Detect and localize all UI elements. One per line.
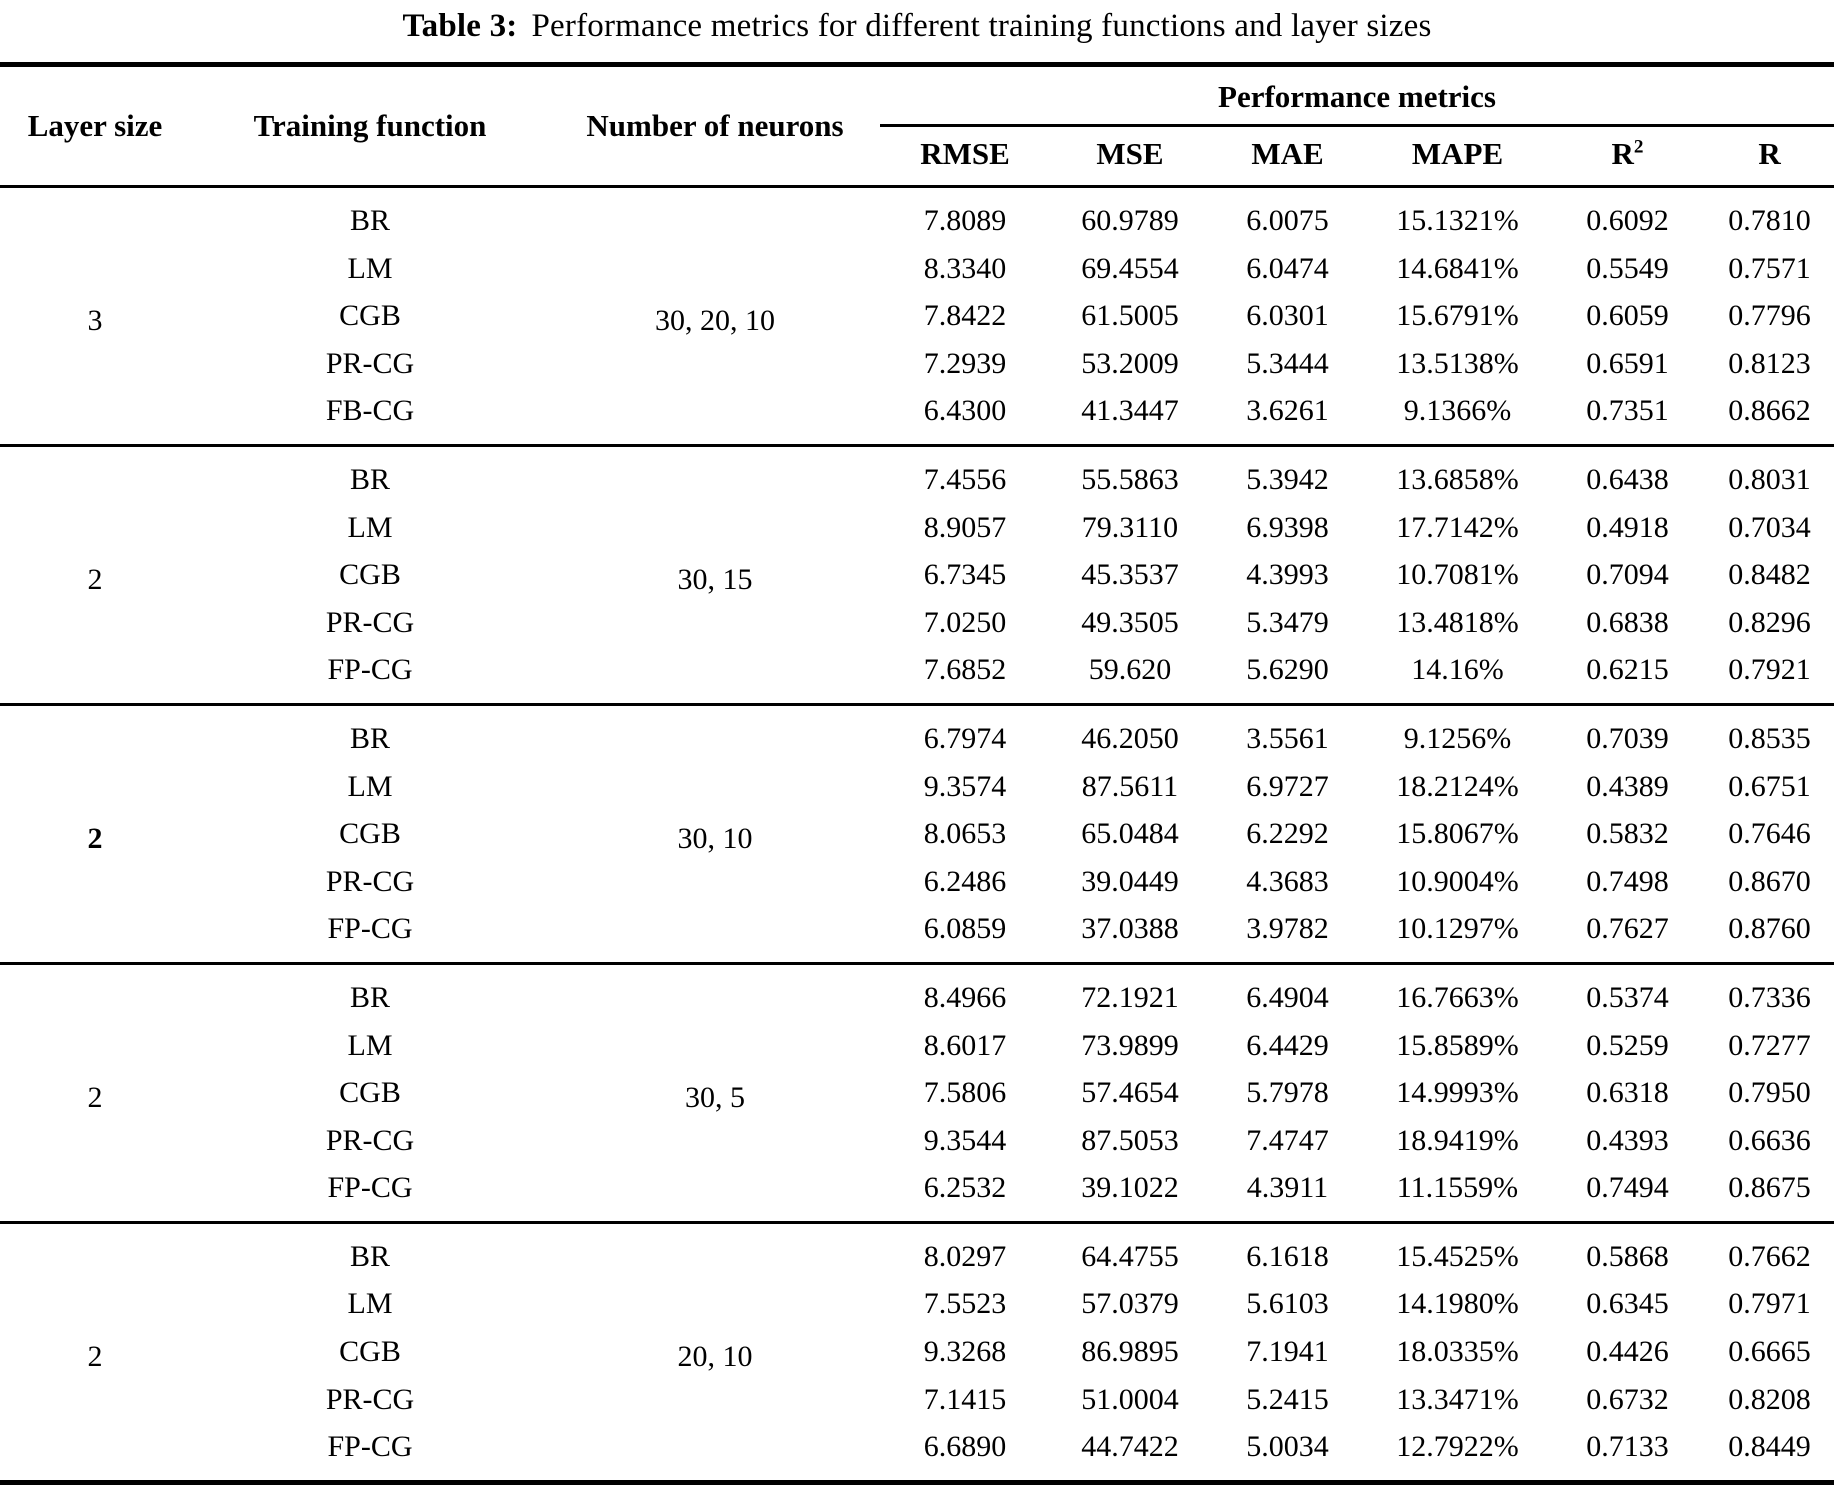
metric-value-r2: 0.7494 [1586,1171,1669,1205]
metric-value-rmse: 8.4966 [923,980,1007,1014]
metric-value-r: 0.7971 [1728,1287,1811,1321]
metric-value-r: 0.6636 [1728,1123,1811,1157]
metric-value-r: 0.7571 [1728,251,1811,285]
metric-value-r2: 0.4426 [1586,1335,1669,1369]
table-row [0,905,1834,963]
metric-value-mse: 87.5611 [1081,769,1179,803]
metric-value-rmse: 7.5523 [923,1287,1007,1321]
group-5 [0,1222,1834,1482]
metric-value-mae: 5.6103 [1246,1287,1329,1321]
metric-value-r2: 0.6732 [1586,1382,1669,1416]
metric-value-mse: 51.0004 [1081,1382,1179,1416]
metric-header-mse: MSE [1096,136,1164,171]
metric-value-rmse: 8.6017 [923,1028,1007,1062]
table-row [0,340,1834,388]
metric-value-r: 0.7277 [1728,1028,1811,1062]
metric-value-rmse: 7.4556 [923,462,1007,496]
metric-value-rmse: 6.2532 [923,1171,1007,1205]
metric-value-rmse: 9.3574 [923,769,1007,803]
metric-value-mse: 39.1022 [1081,1171,1179,1205]
metric-value-rmse: 6.2486 [923,864,1007,898]
table-row [0,599,1834,647]
table-row [0,1376,1834,1424]
table-row [0,292,1834,340]
metric-value-mape: 15.8589% [1396,1028,1519,1062]
table-row [0,187,1834,245]
metric-value-mae: 5.3444 [1246,346,1329,380]
layer-size-cell: 2 [87,1080,103,1114]
metric-value-r2: 0.7133 [1586,1430,1669,1464]
metric-value-r: 0.8123 [1728,346,1811,380]
metric-value-rmse: 8.9057 [923,510,1007,544]
metric-value-mae: 6.4429 [1246,1028,1329,1062]
metric-value-r: 0.7810 [1728,204,1811,237]
metric-value-mape: 13.6858% [1396,462,1519,496]
metric-header-superscript: 2 [1633,136,1644,158]
metric-value-mse: 44.7422 [1081,1430,1179,1464]
metric-value-mape: 13.5138% [1396,346,1519,380]
metric-value-rmse: 7.5806 [923,1076,1007,1110]
training-function-cell: BR [349,462,391,496]
training-function-cell: LM [347,1287,393,1321]
training-function-cell: PR-CG [325,346,415,380]
metric-header-r2: $R^2$ [1611,136,1644,171]
training-function-cell: PR-CG [325,605,415,639]
table-row [0,1164,1834,1222]
metric-value-rmse: 9.3544 [923,1123,1007,1157]
metric-value-mae: 5.0034 [1246,1430,1329,1464]
metric-value-r2: 0.6059 [1586,299,1669,333]
table-row [0,763,1834,811]
layer-size-cell: 3 [87,303,103,337]
training-function-cell: LM [347,1028,393,1062]
metric-value-r: 0.7646 [1728,817,1811,851]
metric-value-rmse: 7.8422 [923,299,1007,333]
metric-value-r: 0.6751 [1728,769,1811,803]
metric-value-mape: 18.2124% [1396,769,1519,803]
table-row [0,810,1834,858]
metric-value-mape: 9.1366% [1403,394,1512,428]
metric-value-r: 0.7950 [1728,1076,1811,1110]
training-function-cell: FP-CG [327,653,413,687]
training-function-cell: LM [347,769,393,803]
header-performance-metrics: Performance metrics [880,65,1834,126]
metric-header-rmse: RMSE [920,136,1010,171]
metric-value-mae: 5.7978 [1246,1076,1329,1110]
training-function-cell: PR-CG [325,1382,415,1416]
header-number-of-neurons: Number of neurons [586,108,844,143]
metric-value-mse: 46.2050 [1081,721,1179,755]
training-function-cell: CGB [339,558,401,592]
training-function-cell: LM [347,510,393,544]
metric-value-mape: 14.6841% [1396,251,1519,285]
metric-value-r2: 0.7498 [1586,864,1669,898]
neurons-cell: 30, 5 [685,1080,745,1114]
table-row [0,1280,1834,1328]
training-function-cell: CGB [339,817,401,851]
metric-value-r: 0.8296 [1728,605,1811,639]
training-function-cell: FP-CG [327,1171,413,1205]
metric-value-mse: 86.9895 [1081,1335,1179,1369]
metric-value-mape: 15.1321% [1396,204,1519,237]
table-row [0,1423,1834,1482]
group-1 [0,187,1834,446]
metric-value-mape: 15.6791% [1396,299,1519,333]
metric-value-mse: 61.5005 [1081,299,1179,333]
metric-value-mape: 14.16% [1411,653,1504,687]
table-row [0,1022,1834,1070]
metrics-table [0,62,1834,1485]
training-function-cell: CGB [339,1076,401,1110]
training-function-cell: FB-CG [325,394,415,428]
neurons-cell: 30, 20, 10 [655,303,775,337]
metric-value-mae: 3.5561 [1246,721,1329,755]
metric-value-r2: 0.7094 [1586,558,1669,592]
metric-value-mae: 7.4747 [1246,1123,1329,1157]
metric-header-mae: MAE [1251,136,1324,171]
metric-value-rmse: 6.6890 [923,1430,1007,1464]
metric-value-mse: 37.0388 [1081,912,1179,946]
metric-value-mse: 53.2009 [1081,346,1179,380]
metric-value-r2: 0.6591 [1586,346,1669,380]
metric-value-mape: 11.1559% [1396,1171,1519,1205]
metric-value-mae: 4.3911 [1246,1171,1329,1205]
metric-value-r2: 0.5832 [1586,817,1669,851]
metric-value-mape: 14.9993% [1396,1076,1519,1110]
metric-value-r2: 0.7627 [1586,912,1669,946]
metric-value-mse: 55.5863 [1081,462,1179,496]
metric-value-mae: 6.4904 [1246,980,1329,1014]
table-row [0,1069,1834,1117]
metric-value-rmse: 7.2939 [923,346,1007,380]
metric-value-mape: 16.7663% [1396,980,1519,1014]
metric-value-r2: 0.6215 [1586,653,1669,687]
metric-value-r2: 0.7351 [1586,394,1669,428]
metric-value-r2: 0.6345 [1586,1287,1669,1321]
metric-value-mae: 6.0301 [1246,299,1329,333]
metric-value-mape: 13.3471% [1396,1382,1519,1416]
training-function-cell: PR-CG [325,864,415,898]
metric-value-mse: 69.4554 [1081,251,1179,285]
metric-value-r2: 0.5259 [1586,1028,1669,1062]
metric-value-mape: 12.7922% [1396,1430,1519,1464]
group-3 [0,704,1834,963]
metric-value-r: 0.7034 [1728,510,1811,544]
training-function-cell: BR [349,1239,391,1273]
metric-value-mape: 14.1980% [1396,1287,1519,1321]
metric-value-mse: 39.0449 [1081,864,1179,898]
metric-value-rmse: 7.8089 [923,204,1007,237]
table-caption-text: Performance metrics for different training functions and layer sizes [531,8,1432,44]
metric-value-rmse: 8.3340 [923,251,1007,285]
metric-value-mse: 57.0379 [1081,1287,1179,1321]
metric-value-mae: 3.6261 [1246,394,1329,428]
metric-value-r: 0.8662 [1728,394,1811,428]
metric-value-mae: 6.9398 [1246,510,1329,544]
metric-value-r2: 0.6838 [1586,605,1669,639]
table-row [0,1328,1834,1376]
metric-value-r2: 0.6318 [1586,1076,1669,1110]
metric-value-r: 0.8031 [1728,462,1811,496]
metric-value-r: 0.8675 [1728,1171,1811,1205]
metric-value-mae: 6.1618 [1246,1239,1329,1273]
metric-value-mae: 5.2415 [1246,1382,1329,1416]
metric-value-rmse: 7.6852 [923,653,1007,687]
metric-value-mape: 10.9004% [1396,864,1519,898]
metric-value-r2: 0.7039 [1586,721,1669,755]
metric-value-mape: 15.8067% [1396,817,1519,851]
table-row [0,646,1834,704]
metric-value-mse: 79.3110 [1081,510,1179,544]
metric-value-r2: 0.5868 [1586,1239,1669,1273]
table-caption [0,0,1834,62]
metric-value-mape: 10.7081% [1396,558,1519,592]
metric-value-r: 0.7921 [1728,653,1811,687]
metric-value-mse: 57.4654 [1081,1076,1179,1110]
training-function-cell: CGB [339,299,401,333]
metric-value-mse: 65.0484 [1081,817,1179,851]
training-function-cell: LM [347,251,393,285]
metric-value-mae: 4.3683 [1246,864,1329,898]
training-function-cell: CGB [339,1335,401,1369]
metric-value-r: 0.7662 [1728,1239,1811,1273]
metric-value-mae: 7.1941 [1246,1335,1329,1369]
group-2 [0,445,1834,704]
metric-value-mse: 87.5053 [1081,1123,1179,1157]
metric-value-mape: 15.4525% [1396,1239,1519,1273]
layer-size-cell: 2 [87,821,103,855]
metric-header-mape: MAPE [1411,136,1504,171]
training-function-cell: PR-CG [325,1123,415,1157]
metric-value-mae: 5.3942 [1246,462,1329,496]
metric-value-r: 0.8670 [1728,864,1811,898]
metric-value-rmse: 9.3268 [923,1335,1007,1369]
header-row-top [0,65,1834,126]
metric-value-rmse: 6.7974 [923,721,1007,755]
metric-value-r2: 0.6438 [1586,462,1669,496]
metric-value-r: 0.8208 [1728,1382,1811,1416]
table-row [0,963,1834,1021]
group-4 [0,963,1834,1222]
metric-value-mae: 3.9782 [1246,912,1329,946]
table-row [0,704,1834,762]
training-function-cell: FP-CG [327,912,413,946]
neurons-cell: 30, 10 [677,821,753,855]
metric-value-r: 0.7796 [1728,299,1811,333]
metric-value-mae: 5.3479 [1246,605,1329,639]
metric-value-r2: 0.5374 [1586,980,1669,1014]
layer-size-cell: 2 [87,562,103,596]
metric-value-mse: 64.4755 [1081,1239,1179,1273]
metric-value-rmse: 8.0653 [923,817,1007,851]
metric-header-r: R [1758,136,1781,171]
metric-value-rmse: 7.1415 [923,1382,1007,1416]
metric-value-rmse: 7.0250 [923,605,1007,639]
metric-value-mse: 41.3447 [1081,394,1179,428]
metric-value-mae: 6.9727 [1246,769,1329,803]
table-row [0,504,1834,552]
metric-value-mape: 9.1256% [1403,721,1512,755]
metric-value-mse: 73.9899 [1081,1028,1179,1062]
training-function-cell: BR [349,980,391,1014]
table-row [0,858,1834,906]
metric-value-rmse: 6.0859 [923,912,1007,946]
metric-value-mae: 6.2292 [1246,817,1329,851]
metric-value-r: 0.8482 [1728,558,1811,592]
table-row [0,1117,1834,1165]
metric-value-mape: 18.0335% [1396,1335,1519,1369]
metric-value-mape: 17.7142% [1396,510,1519,544]
neurons-cell: 30, 15 [677,562,753,596]
metric-value-mse: 49.3505 [1081,605,1179,639]
metric-value-mae: 4.3993 [1246,558,1329,592]
table-row [0,551,1834,599]
metric-value-r2: 0.4393 [1586,1123,1669,1157]
metric-value-mse: 60.9789 [1081,204,1179,237]
metric-value-r: 0.8449 [1728,1430,1811,1464]
metric-value-mse: 59.620 [1088,653,1172,687]
metric-value-r: 0.7336 [1728,980,1811,1014]
metric-value-mape: 10.1297% [1396,912,1519,946]
layer-size-cell: 2 [87,1339,103,1373]
training-function-cell: BR [349,204,391,237]
header-layer-size: Layer size [27,108,163,143]
metric-value-r: 0.8760 [1728,912,1811,946]
metric-value-r2: 0.6092 [1586,204,1669,237]
table-row [0,1222,1834,1280]
metric-value-rmse: 6.4300 [923,394,1007,428]
training-function-cell: BR [349,721,391,755]
table-row [0,387,1834,445]
metric-value-r2: 0.5549 [1586,251,1669,285]
table-header [0,65,1834,187]
training-function-cell: FP-CG [327,1430,413,1464]
metric-value-mape: 13.4818% [1396,605,1519,639]
metric-value-mse: 45.3537 [1081,558,1179,592]
metric-value-mae: 5.6290 [1246,653,1329,687]
metric-value-rmse: 8.0297 [923,1239,1007,1273]
metric-value-r: 0.6665 [1728,1335,1811,1369]
neurons-cell: 20, 10 [677,1339,753,1373]
header-training-function: Training function [253,108,487,143]
metric-value-rmse: 6.7345 [923,558,1007,592]
table-row [0,445,1834,503]
metric-value-r2: 0.4389 [1586,769,1669,803]
metric-value-mae: 6.0474 [1246,251,1329,285]
table-row [0,245,1834,293]
metric-value-r: 0.8535 [1728,721,1811,755]
table-caption-label: Table 3: [402,8,518,44]
metric-value-mae: 6.0075 [1246,204,1329,237]
metric-value-r2: 0.4918 [1586,510,1669,544]
metric-value-mse: 72.1921 [1081,980,1179,1014]
metric-value-mape: 18.9419% [1396,1123,1519,1157]
